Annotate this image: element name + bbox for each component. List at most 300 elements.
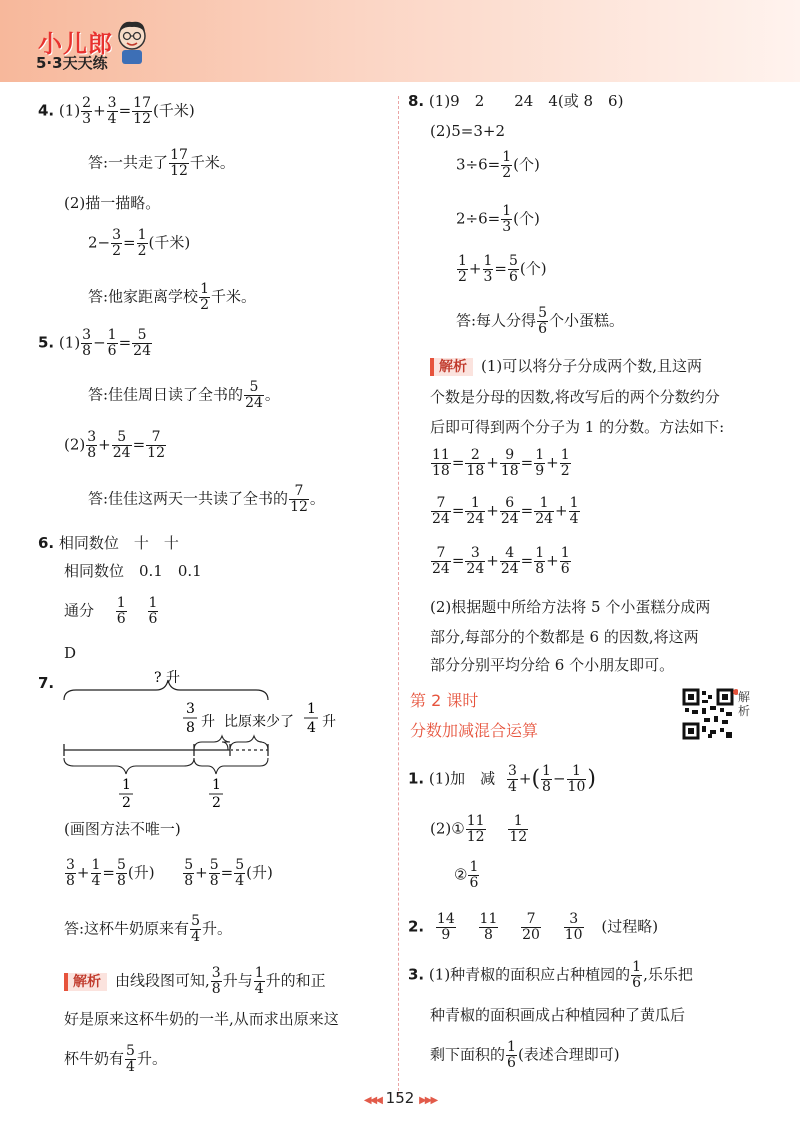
analysis-text: 杯牛奶有 <box>64 1049 125 1068</box>
analysis-tag: 解析 <box>64 973 107 991</box>
numerator: 5 <box>191 913 200 929</box>
fraction <box>569 496 580 527</box>
expression-lead: 2− <box>88 233 111 252</box>
numerator: 1 <box>254 965 264 981</box>
brand-logo: 小儿郎 <box>38 30 113 58</box>
denominator: 24 <box>112 445 131 461</box>
q4-answer2 <box>88 282 256 313</box>
fraction <box>431 546 451 577</box>
unit: (升) <box>127 863 155 882</box>
numerator: 3 <box>112 227 122 243</box>
denominator: 18 <box>432 463 450 479</box>
answer-text: 答:每人分得 <box>456 311 537 330</box>
denominator: 8 <box>184 873 194 889</box>
mid-frac2-den: 4 <box>307 720 316 736</box>
denominator: 2 <box>560 463 570 479</box>
bottom-brace-left <box>64 758 194 774</box>
denominator: 8 <box>66 873 75 889</box>
denominator: 12 <box>290 499 308 515</box>
q6-line4: D <box>64 644 77 662</box>
analysis-text: 由线段图可知, <box>115 971 210 990</box>
fraction <box>148 596 159 627</box>
fraction <box>465 448 485 479</box>
denominator: 12 <box>466 829 485 845</box>
mid-unit2: 升 <box>322 714 336 730</box>
numerator: 1 <box>513 813 523 829</box>
fraction <box>431 496 451 527</box>
numerator: 5 <box>509 253 518 269</box>
numerator: 3 <box>87 429 97 445</box>
page-header <box>0 0 800 82</box>
l3-line3 <box>430 1040 620 1071</box>
numerator: 4 <box>505 545 515 561</box>
bottom-brace-right <box>194 758 268 774</box>
denominator: 6 <box>107 343 117 359</box>
q8-answer <box>456 306 624 337</box>
mid-brace-right <box>230 736 268 750</box>
denominator: 12 <box>133 111 151 127</box>
denominator: 2 <box>200 297 209 313</box>
fraction <box>560 448 571 479</box>
denominator: 4 <box>235 873 245 889</box>
top-label: ? 升 <box>154 670 180 686</box>
denominator: 24 <box>432 511 450 527</box>
fraction <box>107 96 118 127</box>
l3-text: (表述合理即可) <box>517 1045 620 1064</box>
part-prefix: (1) <box>58 333 81 352</box>
denominator: 2 <box>502 165 512 181</box>
denominator: 12 <box>147 445 165 461</box>
denominator: 24 <box>466 511 485 527</box>
fraction <box>132 96 152 127</box>
part-prefix: (2)① <box>430 819 465 838</box>
denominator: 8 <box>87 445 97 461</box>
denominator: 8 <box>82 343 92 359</box>
fraction <box>541 764 552 795</box>
fraction <box>534 496 554 527</box>
numerator: 17 <box>133 95 151 111</box>
fraction <box>507 764 518 795</box>
denominator: 6 <box>509 269 518 285</box>
denominator: 4 <box>126 1059 135 1075</box>
mid-frac-num: 3 <box>186 701 195 717</box>
analysis-tag: 解析 <box>430 358 473 376</box>
numerator: 1 <box>507 1039 516 1055</box>
fraction <box>169 148 189 179</box>
denominator: 6 <box>632 975 642 991</box>
denominator: 6 <box>507 1055 516 1071</box>
q6-line3-text: 通分 <box>64 601 95 620</box>
numerator: 3 <box>82 327 92 343</box>
q8-analysis2-line3: 部分分别平均分给 6 个小朋友即可。 <box>430 656 675 674</box>
numerator: 3 <box>66 857 75 873</box>
fraction <box>209 858 220 889</box>
numerator: 1 <box>116 595 126 611</box>
paren-close: ) <box>587 766 596 792</box>
q4-p1-prefix: (1) <box>58 101 81 120</box>
q8-analysis-line2: 个数是分母的因数,将改写后的两个分数约分 <box>430 388 720 406</box>
fraction <box>107 328 118 359</box>
numerator: 7 <box>526 911 536 927</box>
fraction <box>116 596 127 627</box>
denominator: 10 <box>567 779 586 795</box>
numerator: 1 <box>560 545 570 561</box>
numerator: 1 <box>91 857 101 873</box>
q8-number: 8. <box>408 92 425 110</box>
mid-unit: 升 <box>201 714 215 730</box>
denominator: 18 <box>466 463 485 479</box>
q4-number: 4. <box>38 101 55 120</box>
fraction <box>132 328 152 359</box>
fraction <box>436 912 456 943</box>
numerator: 5 <box>209 857 219 873</box>
answer-suffix: 升。 <box>201 919 232 938</box>
denominator: 12 <box>170 163 188 179</box>
analysis-text: 升与 <box>222 971 253 990</box>
fraction <box>564 912 584 943</box>
numerator: 3 <box>507 763 517 779</box>
expression-lead: 2÷6= <box>456 209 501 228</box>
expression-lead: 3÷6= <box>456 155 501 174</box>
q4-part1: 4. (1) $\frac{2}{3}$ + $\frac{3}{4}$ = $\frac{17}{12}$ (千米) <box>38 95 195 127</box>
denominator: 10 <box>564 927 583 943</box>
unit: (千米) <box>153 101 195 120</box>
numerator: 1 <box>107 327 117 343</box>
answer-text: 答:佳佳周日读了全书的 <box>88 385 244 404</box>
denominator: 6 <box>116 611 126 627</box>
fraction <box>254 966 265 997</box>
part-prefix: ② <box>454 865 468 884</box>
mid-frac2-num: 1 <box>307 701 316 717</box>
q6-number: 6. <box>38 534 55 552</box>
numerator: 1 <box>632 959 642 975</box>
numerator: 3 <box>107 95 117 111</box>
numerator: 1 <box>569 495 579 511</box>
fraction <box>65 858 76 889</box>
denominator: 24 <box>466 561 485 577</box>
l1-part3 <box>454 860 480 891</box>
fraction <box>116 858 127 889</box>
prev-page-icon[interactable]: ◀◀◀ <box>363 1095 381 1106</box>
denominator: 24 <box>432 561 450 577</box>
numerator: 17 <box>170 147 188 163</box>
q6-line3 <box>64 596 159 627</box>
denominator: 8 <box>117 873 126 889</box>
q7-note: (画图方法不唯一) <box>64 820 181 838</box>
column-divider <box>398 96 399 1096</box>
q4-part2: (2)描一描略。 <box>64 194 161 212</box>
q6-line1 <box>38 536 179 551</box>
fraction <box>234 858 245 889</box>
numerator: 1 <box>502 203 512 219</box>
answer-text: 答:佳佳这两天一共读了全书的 <box>88 489 289 508</box>
numerator: 11 <box>479 911 498 927</box>
q7-equation: $\frac{3}{8}$ + $\frac{1}{4}$ = $\frac{5}{8}$ (升) $\frac{5}{8}$ + $\frac{5}{8}$ = $\frac{5}{4}$ (升) <box>66 857 273 889</box>
fraction <box>183 858 194 889</box>
fraction <box>289 484 309 515</box>
q8-eq2 <box>456 204 540 235</box>
denominator: 24 <box>535 511 554 527</box>
q8-analysis-line3: 后即可得到两个分子为 1 的分数。方法如下: <box>430 418 725 436</box>
numerator: 1 <box>539 495 549 511</box>
denominator: 9 <box>535 463 545 479</box>
q8-decomp-row-3: $\frac{7}{24}$ = $\frac{3}{24}$ + $\frac{4}{24}$ = $\frac{1}{8}$ + $\frac{1}{6}$ <box>432 545 570 577</box>
q7-number-line <box>38 676 54 691</box>
fraction <box>506 1040 517 1071</box>
mid-brace-left <box>194 736 230 750</box>
unit: (升) <box>246 863 273 882</box>
denominator: 4 <box>569 511 579 527</box>
numerator: 7 <box>436 495 446 511</box>
numerator: 7 <box>294 483 304 499</box>
fraction <box>125 1044 136 1075</box>
q5-answer1 <box>88 380 280 411</box>
fraction <box>521 912 541 943</box>
fraction <box>81 96 92 127</box>
numerator: 11 <box>432 447 450 463</box>
paren-open: ( <box>531 766 541 792</box>
fraction <box>560 546 571 577</box>
numerator: 1 <box>535 545 545 561</box>
bottom-right-num: 1 <box>212 777 221 793</box>
fraction <box>137 228 148 259</box>
fraction <box>111 228 122 259</box>
fraction <box>81 328 92 359</box>
bottom-left-num: 1 <box>122 777 131 793</box>
fraction <box>501 204 512 235</box>
page-footer <box>340 1089 460 1107</box>
fraction <box>631 960 642 991</box>
denominator: 8 <box>211 981 221 997</box>
denominator: 18 <box>500 463 519 479</box>
numerator: 1 <box>137 227 147 243</box>
numerator: 1 <box>560 447 570 463</box>
q8-decomp-row-2: $\frac{7}{24}$ = $\frac{1}{24}$ + $\frac{6}{24}$ = $\frac{1}{24}$ + $\frac{1}{4}$ <box>432 495 579 527</box>
l3-line2: 种青椒的面积画成占种植园种了黄瓜后 <box>430 1006 686 1024</box>
lesson-title: 分数加减混合运算 <box>410 721 539 740</box>
numerator: 5 <box>117 429 127 445</box>
denominator: 12 <box>509 829 528 845</box>
q8-eq1 <box>456 150 540 181</box>
l3-text: 剩下面积的 <box>430 1045 506 1064</box>
denominator: 3 <box>483 269 493 285</box>
denominator: 6 <box>560 561 570 577</box>
fraction <box>508 254 519 285</box>
fraction <box>479 912 499 943</box>
denominator: 24 <box>245 395 263 411</box>
numerator: 5 <box>117 857 126 873</box>
numerator: 7 <box>436 545 446 561</box>
analysis-text: 升的和正 <box>265 971 326 990</box>
fraction <box>146 430 166 461</box>
answer-suffix: 。 <box>309 489 325 508</box>
l3-line1 <box>408 960 693 991</box>
lesson-number: 第 2 课时 <box>410 691 479 710</box>
q8-analysis2-line1: (2)根据题中所给方法将 5 个小蛋糕分成两 <box>430 598 711 616</box>
q4-answer1 <box>88 148 235 179</box>
fraction <box>508 814 528 845</box>
denominator: 2 <box>458 269 467 285</box>
numerator: 5 <box>538 305 547 321</box>
q5-answer2 <box>88 484 325 515</box>
l1-number: 1. <box>408 769 425 788</box>
fraction <box>567 764 587 795</box>
denominator: 6 <box>148 611 158 627</box>
numerator: 5 <box>137 327 147 343</box>
denominator: 8 <box>479 927 499 943</box>
answer-suffix: 千米。 <box>189 153 235 172</box>
denominator: 9 <box>436 927 456 943</box>
denominator: 8 <box>535 561 545 577</box>
denominator: 6 <box>469 875 479 891</box>
numerator: 1 <box>469 859 479 875</box>
fraction <box>500 448 520 479</box>
denominator: 4 <box>507 779 517 795</box>
q5-part2: (2) $\frac{3}{8}$ + $\frac{5}{24}$ = $\frac{7}{12}$ <box>64 429 165 461</box>
denominator: 2 <box>112 243 122 259</box>
numerator: 1 <box>572 763 581 779</box>
q7-number: 7. <box>38 674 55 692</box>
fraction <box>244 380 264 411</box>
qr-label: 解析 <box>738 690 751 718</box>
fraction <box>199 282 210 313</box>
answer-suffix: 个小蛋糕。 <box>548 311 624 330</box>
q8-eq3: $\frac{1}{2}$ + $\frac{1}{3}$ = $\frac{5}{6}$ (个) <box>458 253 547 285</box>
part-prefix: (2) <box>64 435 86 454</box>
q7-analysis-line3 <box>64 1044 167 1075</box>
fraction <box>500 546 520 577</box>
fraction <box>534 448 545 479</box>
numerator: 1 <box>542 763 551 779</box>
numerator: 1 <box>535 447 545 463</box>
fraction <box>112 430 132 461</box>
denominator: 8 <box>542 779 551 795</box>
fraction <box>457 254 468 285</box>
unit: (个) <box>513 209 540 228</box>
bottom-right-den: 2 <box>212 795 221 808</box>
unit: (个) <box>519 259 547 278</box>
numerator: 2 <box>470 447 480 463</box>
fraction <box>211 966 222 997</box>
numerator: 7 <box>151 429 161 445</box>
numerator: 11 <box>466 813 485 829</box>
numerator: 9 <box>505 447 515 463</box>
q8-part2: (2)5=3+2 <box>430 122 506 140</box>
fraction <box>190 914 201 945</box>
next-page-icon[interactable]: ▶▶▶ <box>419 1095 437 1106</box>
fraction <box>431 448 451 479</box>
l1-part1-text: (1)加 减 <box>428 769 496 788</box>
l3-text: ,乐乐把 <box>643 965 693 984</box>
bottom-left-den: 2 <box>122 795 131 808</box>
mid-text: 比原来少了 <box>224 714 294 730</box>
qr-code-icon[interactable] <box>682 688 738 740</box>
fraction <box>465 496 485 527</box>
page-number: 152 <box>385 1089 415 1107</box>
q7-line-diagram <box>56 668 356 808</box>
denominator: 4 <box>254 981 264 997</box>
q8-part1 <box>408 94 623 109</box>
denominator: 24 <box>500 511 519 527</box>
denominator: 3 <box>82 111 92 127</box>
denominator: 24 <box>500 561 519 577</box>
numerator: 3 <box>211 965 221 981</box>
denominator: 20 <box>522 927 540 943</box>
q5-part1: 5. (1) $\frac{3}{8}$ − $\frac{1}{6}$ = $\frac{5}{24}$ <box>38 327 151 359</box>
answer-suffix: 千米。 <box>210 287 256 306</box>
q8-decomp-row-1: $\frac{11}{18}$ = $\frac{2}{18}$ + $\frac{9}{18}$ = $\frac{1}{9}$ + $\frac{1}{2}$ <box>432 447 570 479</box>
q8-part1-text: (1)9 2 24 4(或 8 6) <box>428 92 624 110</box>
q7-analysis-line2: 好是原来这杯牛奶的一半,从而求出原来这 <box>64 1010 339 1028</box>
numerator: 1 <box>458 253 467 269</box>
unit: (千米) <box>148 233 191 252</box>
brand-subtitle: 5·3天天练 <box>36 54 108 72</box>
l2-line <box>408 912 658 943</box>
numerator: 3 <box>569 911 579 927</box>
l3-text: (1)种青椒的面积应占种植园的 <box>428 965 631 984</box>
denominator: 4 <box>91 873 101 889</box>
numerator: 14 <box>436 911 455 927</box>
analysis-text: 升。 <box>136 1049 167 1068</box>
answer-text: 答:一共走了 <box>88 153 169 172</box>
numerator: 1 <box>502 149 512 165</box>
q6-line1-text: 相同数位 十 十 <box>58 534 179 552</box>
q6-line2: 相同数位 0.1 0.1 <box>64 562 202 580</box>
numerator: 1 <box>148 595 158 611</box>
denominator: 4 <box>107 111 117 127</box>
denominator: 2 <box>137 243 147 259</box>
fraction <box>86 430 97 461</box>
l3-number: 3. <box>408 965 425 984</box>
fraction <box>537 306 548 337</box>
answer-text: 答:他家距离学校 <box>88 287 199 306</box>
denominator: 4 <box>191 929 200 945</box>
numerator: 5 <box>235 857 245 873</box>
numerator: 5 <box>126 1043 135 1059</box>
numerator: 1 <box>483 253 493 269</box>
numerator: 3 <box>470 545 480 561</box>
l1-part1: 1. (1)加 减 $\frac{3}{4}$ +( $\frac{1}{8}$ − $\frac{1}{10}$ ) <box>408 763 596 795</box>
numerator: 1 <box>200 281 209 297</box>
numerator: 6 <box>505 495 515 511</box>
q5-number: 5. <box>38 333 55 352</box>
denominator: 3 <box>502 219 512 235</box>
fraction <box>534 546 545 577</box>
denominator: 6 <box>538 321 547 337</box>
q4-part2-eq: 2− $\frac{3}{2}$ = $\frac{1}{2}$ (千米) <box>88 227 191 259</box>
numerator: 2 <box>82 95 92 111</box>
analysis-text: (1)可以将分子分成两个数,且这两 <box>481 357 703 375</box>
mascot-icon <box>112 18 152 66</box>
answer-suffix: 。 <box>264 385 280 404</box>
fraction <box>501 150 512 181</box>
numerator: 5 <box>184 857 194 873</box>
numerator: 5 <box>249 379 259 395</box>
fraction <box>468 860 479 891</box>
q8-analysis2-line2: 部分,每部分的个数都是 6 的因数,将这两 <box>430 628 699 646</box>
l2-note: (过程略) <box>601 917 659 936</box>
fraction <box>465 546 485 577</box>
l1-part2 <box>430 814 529 845</box>
q7-answer <box>64 914 232 945</box>
q7-analysis-line1 <box>64 966 326 997</box>
unit: (个) <box>513 155 540 174</box>
fraction <box>483 254 494 285</box>
l2-number: 2. <box>408 917 425 936</box>
q8-analysis-line1 <box>430 358 702 376</box>
fraction <box>500 496 520 527</box>
denominator: 24 <box>133 343 151 359</box>
